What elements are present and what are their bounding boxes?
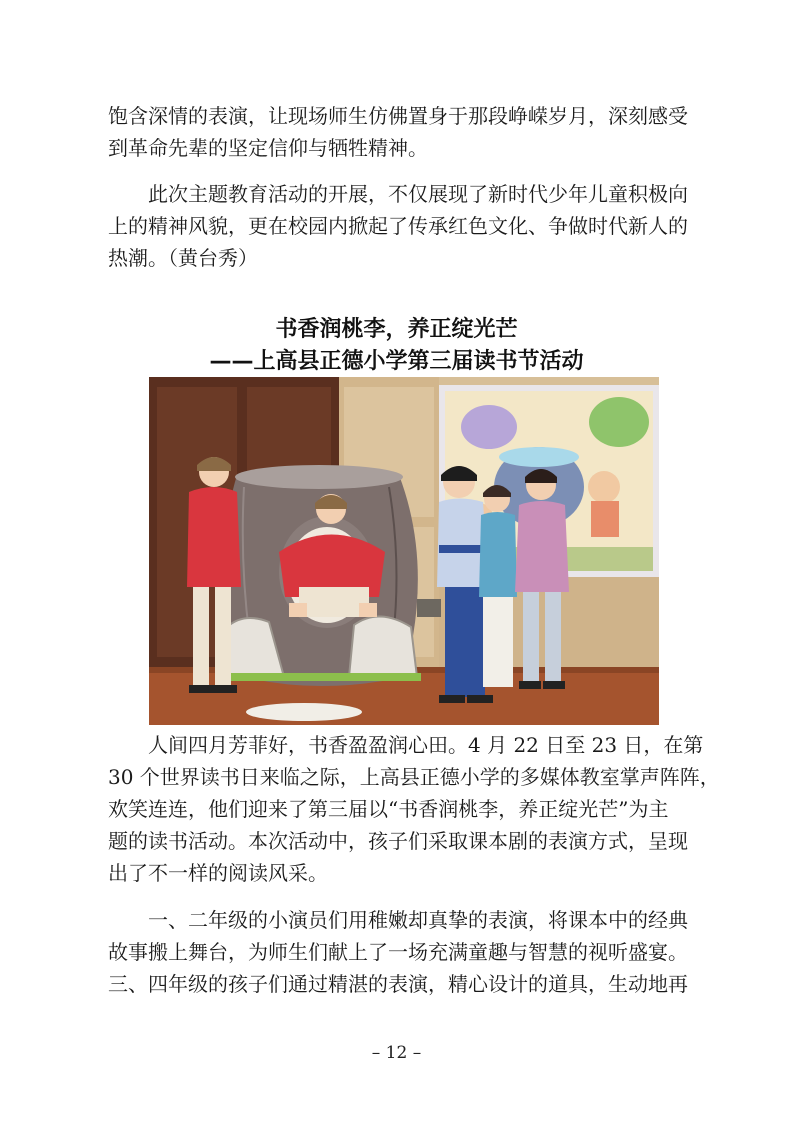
text-line: 一、二年级的小演员们用稚嫩却真挚的表演，将课本中的经典 xyxy=(148,908,688,932)
text-line: 上的精神风貌，更在校园内掀起了传承红色文化、争做时代新人的 xyxy=(108,214,688,238)
article-title: 书香润桃李，养正绽光芒 xyxy=(275,317,518,342)
event-photo xyxy=(149,377,659,725)
paragraph-top xyxy=(108,100,688,164)
article-subtitle: ——上高县正德小学第三届读书节活动 xyxy=(209,349,584,374)
paragraph-performance xyxy=(108,904,688,1000)
text-line: 出了不一样的阅读风采。 xyxy=(108,861,328,885)
text-line: 题的读书活动。本次活动中，孩子们采取课本剧的表演方式，呈现 xyxy=(108,829,688,853)
text-line: 三、四年级的孩子们通过精湛的表演，精心设计的道具，生动地再 xyxy=(108,972,688,996)
text-line: 人间四月芳菲好，书香盈盈润心田。4 月 22 日至 23 日，在第 xyxy=(148,733,704,757)
text-line: 到革命先辈的坚定信仰与牺牲精神。 xyxy=(108,136,428,160)
text-line: 欢笑连连，他们迎来了第三届以“书香润桃李，养正绽光芒”为主 xyxy=(108,797,669,821)
paragraph-conclusion xyxy=(108,178,688,274)
text-line: 饱含深情的表演，让现场师生仿佛置身于那段峥嵘岁月，深刻感受 xyxy=(108,104,688,128)
text-line: 此次主题教育活动的开展，不仅展现了新时代少年儿童积极向 xyxy=(148,182,688,206)
paragraph-intro xyxy=(108,729,720,889)
text-line: 热潮。（黄台秀） xyxy=(108,246,258,270)
text-line: 故事搬上舞台，为师生们献上了一场充满童趣与智慧的视听盛宴。 xyxy=(108,940,688,964)
text-line: 30 个世界读书日来临之际，上高县正德小学的多媒体教室掌声阵阵， xyxy=(108,765,720,789)
page-number: – 12 – xyxy=(371,1043,422,1063)
